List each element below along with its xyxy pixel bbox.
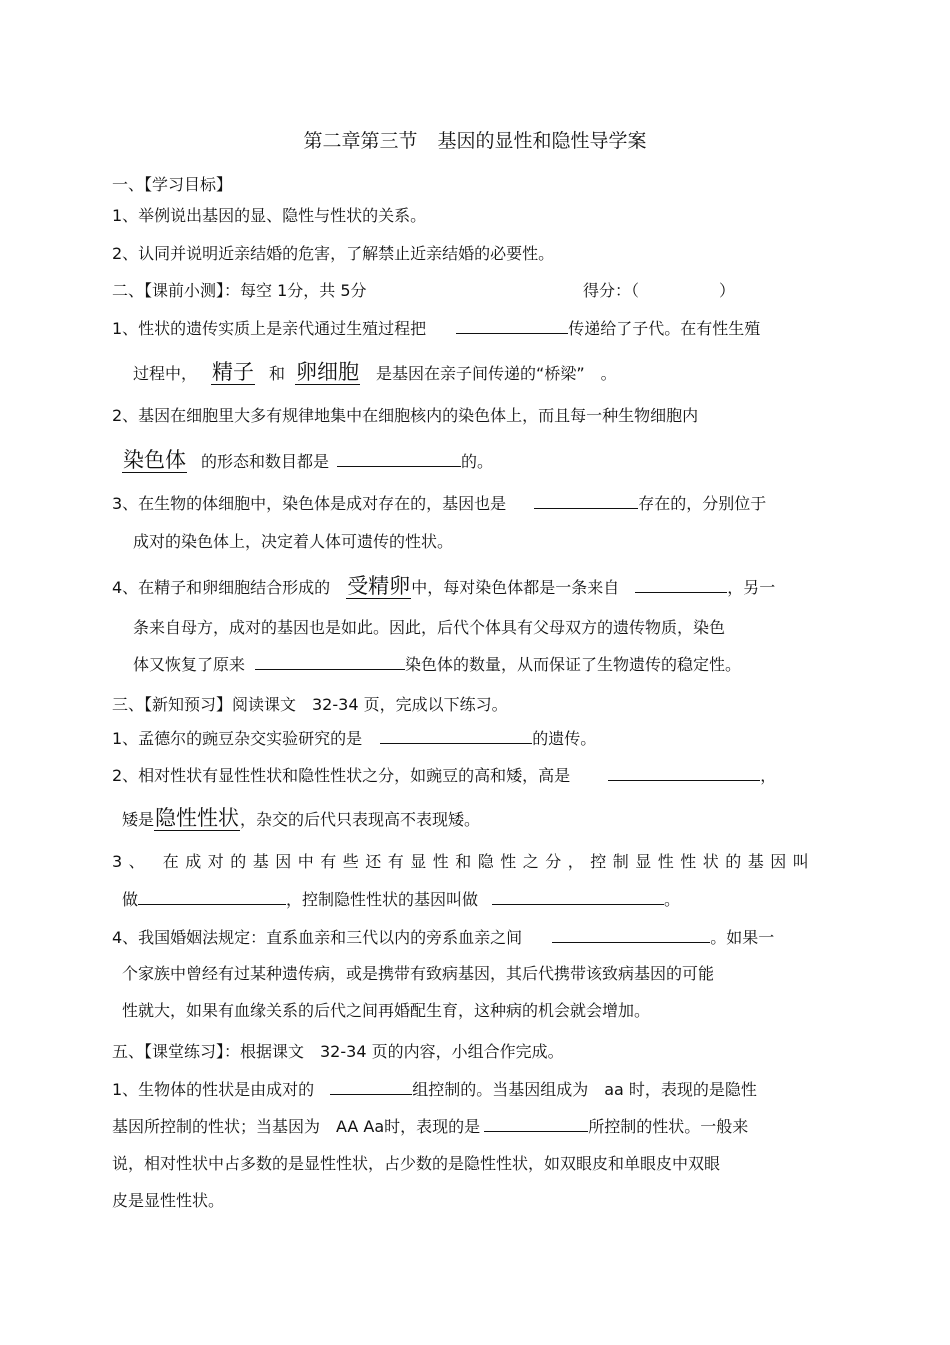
question-text: 的遗传。 xyxy=(532,729,597,748)
pretest-question-1-cont xyxy=(133,360,617,385)
section-heading-practice: 五、【课堂练习】：根据课文 32-34 页的内容，小组合作完成。 xyxy=(112,1042,564,1061)
question-text: 矮是 xyxy=(122,810,155,829)
question-text: 3、在生物的体细胞中，染色体是成对存在的，基因也是 xyxy=(112,494,507,513)
preview-question-1 xyxy=(112,727,596,750)
practice-question-1-cont xyxy=(112,1115,748,1138)
handwritten-answer-zygote: 受精卵 xyxy=(347,574,411,598)
answer-blank[interactable] xyxy=(608,764,760,781)
preview-question-2 xyxy=(112,764,776,787)
question-text: ， xyxy=(760,766,777,785)
preview-question-4-cont: 个家族中曾经有过某种遗传病，或是携带有致病基因，其后代携带该致病基因的可能 xyxy=(122,964,715,983)
handwritten-answer-sperm: 精子 xyxy=(212,360,255,384)
score-field xyxy=(583,280,735,302)
title-chapter: 第二章第三节 xyxy=(303,130,418,152)
preview-question-3 xyxy=(112,851,815,873)
question-text: 4、在精子和卵细胞结合形成的 xyxy=(112,578,331,597)
question-text: 控制显性性状的基因叫 xyxy=(590,852,816,871)
question-text: 基因所控制的性状；当基因为 AA Aa时，表现的是 xyxy=(112,1117,481,1136)
preview-question-4 xyxy=(112,926,774,949)
question-text: 是基因在亲子间传递的“桥梁” 。 xyxy=(376,364,617,383)
answer-blank[interactable] xyxy=(138,888,286,905)
pretest-question-4-cont2 xyxy=(133,653,741,676)
practice-question-1-cont2: 说，相对性状中占多数的是显性性状，占少数的是隐性性状，如双眼皮和单眼皮中双眼 xyxy=(112,1154,721,1173)
section-heading-objectives: 一、【学习目标】 xyxy=(112,175,233,194)
answer-blank[interactable] xyxy=(456,317,568,334)
page-title xyxy=(0,128,950,154)
question-text: 组控制的。当基因组成为 aa 时，表现的是隐性 xyxy=(412,1080,757,1099)
answer-blank[interactable] xyxy=(484,1115,588,1132)
question-text: 存在的，分别位于 xyxy=(638,494,767,513)
pretest-question-2: 2、基因在细胞里大多有规律地集中在细胞核内的染色体上，而且每一种生物细胞内 xyxy=(112,406,699,425)
preview-question-3-cont xyxy=(122,888,680,911)
answer-blank[interactable] xyxy=(635,576,727,593)
score-label: 得分：（ xyxy=(583,281,640,300)
pretest-question-4 xyxy=(112,574,775,599)
question-text: 1、孟德尔的豌豆杂交实验研究的是 xyxy=(112,729,363,748)
question-text: 体又恢复了原来 xyxy=(133,655,246,674)
section-heading-preview: 三、【新知预习】阅读课文 32-34 页，完成以下练习。 xyxy=(112,695,508,714)
answer-blank[interactable] xyxy=(534,492,638,509)
objective-item-2: 2、认同并说明近亲结婚的危害，了解禁止近亲结婚的必要性。 xyxy=(112,244,555,263)
answer-blank[interactable] xyxy=(255,653,405,670)
question-text: 。 xyxy=(664,890,681,909)
answer-blank[interactable] xyxy=(330,1078,412,1095)
handwritten-answer-egg: 卵细胞 xyxy=(296,360,360,384)
question-text: 做 xyxy=(122,890,139,909)
question-text: 中，每对染色体都是一条来自 xyxy=(411,578,620,597)
preview-question-2-cont xyxy=(122,806,480,831)
answer-blank[interactable] xyxy=(552,926,710,943)
question-text: 2、相对性状有显性性状和隐性性状之分，如豌豆的高和矮，高是 xyxy=(112,766,571,785)
pretest-question-3 xyxy=(112,492,766,515)
question-text: ，控制隐性性状的基因叫做 xyxy=(286,890,479,909)
answer-blank[interactable] xyxy=(380,727,532,744)
pretest-question-2-cont xyxy=(122,448,493,473)
question-text: 4、我国婚姻法规定：直系血亲和三代以内的旁系血亲之间 xyxy=(112,928,523,947)
handwritten-answer-chromosome: 染色体 xyxy=(123,448,186,472)
question-text: ，另一 xyxy=(727,578,776,597)
pretest-question-3-cont: 成对的染色体上，决定着人体可遗传的性状。 xyxy=(133,532,454,551)
question-text: 染色体的数量，从而保证了生物遗传的稳定性。 xyxy=(405,655,742,674)
pretest-question-4-cont: 条来自母方，成对的基因也是如此。因此，后代个体具有父母双方的遗传物质，染色 xyxy=(133,618,726,637)
practice-question-1-cont3: 皮是显性性状。 xyxy=(112,1191,225,1210)
title-topic: 基因的显性和隐性导学案 xyxy=(437,130,647,152)
objective-item-1: 1、举例说出基因的显、隐性与性状的关系。 xyxy=(112,206,427,225)
question-text: 1、性状的遗传实质上是亲代通过生殖过程把 xyxy=(112,319,427,338)
question-text: 和 xyxy=(269,364,286,383)
question-text: ，杂交的后代只表现高不表现矮。 xyxy=(240,810,481,829)
question-text: 的。 xyxy=(461,452,494,471)
pretest-question-1 xyxy=(112,317,760,340)
question-text: 传递给了子代。在有性生殖 xyxy=(568,319,761,338)
question-text: 3、 在成对的基因中有些还有显性和隐性之分， xyxy=(112,852,591,871)
answer-blank[interactable] xyxy=(492,888,664,905)
question-text: 1、生物体的性状是由成对的 xyxy=(112,1080,315,1099)
question-text: 。如果一 xyxy=(710,928,775,947)
score-close: ） xyxy=(719,281,736,300)
practice-question-1 xyxy=(112,1078,757,1101)
answer-blank[interactable] xyxy=(337,450,461,467)
question-text: 的形态和数目都是 xyxy=(201,452,330,471)
preview-question-4-cont2: 性就大，如果有血缘关系的后代之间再婚配生育，这种病的机会就会增加。 xyxy=(122,1001,651,1020)
question-text: 过程中， xyxy=(133,364,198,383)
question-text: 所控制的性状。一般来 xyxy=(588,1117,749,1136)
handwritten-answer-recessive: 隐性性状 xyxy=(155,806,240,830)
section-heading-pretest: 二、【课前小测】：每空 1分，共 5分 xyxy=(112,281,367,300)
